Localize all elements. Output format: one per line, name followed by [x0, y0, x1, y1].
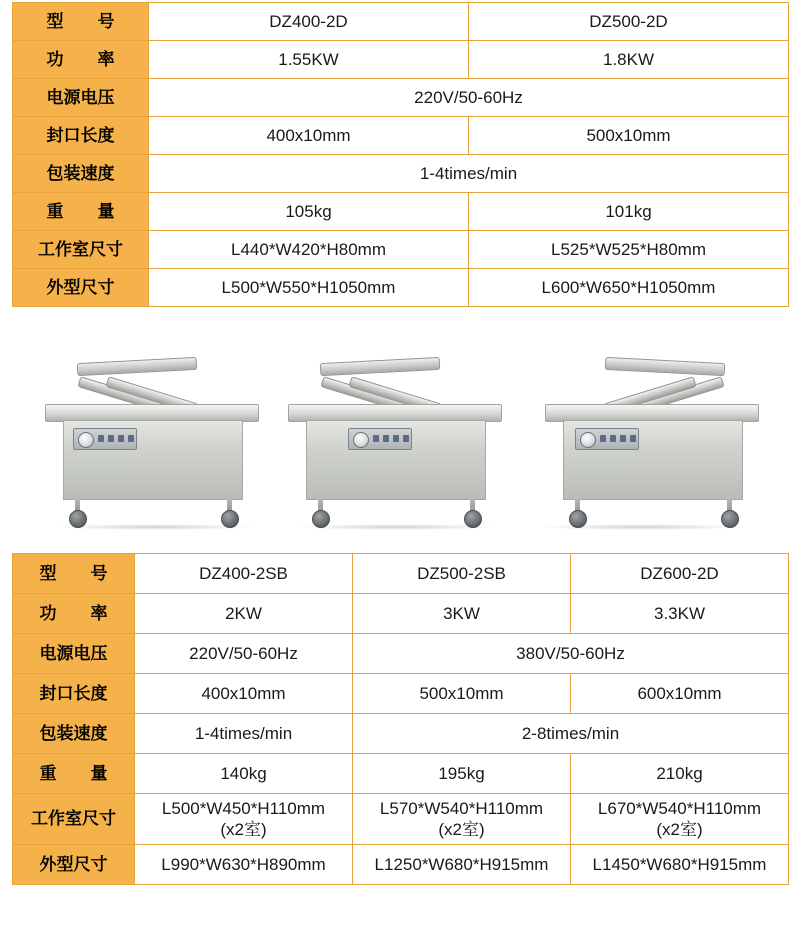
- pressure-gauge-icon: [78, 432, 94, 448]
- panel-button-2: [383, 435, 389, 442]
- cell-value: 2KW: [225, 603, 262, 623]
- table-row: [13, 117, 789, 155]
- cell-value: L570*W540*H110mm: [379, 798, 544, 818]
- table-cell: [353, 845, 571, 885]
- cell-value: 1-4times/min: [419, 163, 518, 183]
- cell-value: L990*W630*H890mm: [161, 854, 326, 874]
- cell-value: 2-8times/min: [521, 723, 620, 743]
- table-row: [13, 845, 789, 885]
- table-cell: [353, 554, 571, 594]
- cell-value: L1450*W680*H915mm: [592, 854, 767, 874]
- table-cell: [135, 754, 353, 794]
- table-cell: [353, 634, 789, 674]
- cell-subvalue: (x2室): [438, 820, 485, 839]
- table-cell: [135, 634, 353, 674]
- control-panel: [575, 428, 639, 450]
- cell-value: DZ500-2D: [589, 11, 668, 31]
- panel-button-3: [620, 435, 626, 442]
- cell-value: 195kg: [438, 763, 485, 783]
- table-row: [13, 674, 789, 714]
- cell-value: 140kg: [220, 763, 267, 783]
- control-panel: [348, 428, 412, 450]
- panel-button-2: [108, 435, 114, 442]
- table-cell: [149, 79, 789, 117]
- specifications-table-2d: [12, 2, 789, 307]
- table-cell: [135, 714, 353, 754]
- table-row: [13, 269, 789, 307]
- vacuum-packing-machine-dz500: [288, 342, 513, 532]
- table-cell: [469, 193, 789, 231]
- table-cell: [571, 794, 789, 845]
- row-label: 包装速度: [13, 155, 149, 193]
- cell-value: 600x10mm: [637, 683, 722, 703]
- row-label: 封口长度: [13, 117, 149, 155]
- table-cell: [353, 754, 571, 794]
- panel-button-4: [128, 435, 134, 442]
- panel-button-4: [630, 435, 636, 442]
- panel-button-1: [98, 435, 104, 442]
- cell-value: 400x10mm: [201, 683, 286, 703]
- cell-value: L440*W420*H80mm: [231, 239, 386, 259]
- row-label: 功 率: [13, 41, 149, 79]
- specifications-table-2sb: [12, 553, 789, 885]
- table-cell: [135, 674, 353, 714]
- cell-value: DZ400-2D: [269, 11, 348, 31]
- table-bottom-body: [13, 554, 789, 885]
- table-cell: [135, 594, 353, 634]
- row-label: 型 号: [13, 3, 149, 41]
- machine-lid: [604, 357, 725, 376]
- cell-value: L500*W550*H1050mm: [221, 277, 396, 297]
- row-label: 重 量: [13, 193, 149, 231]
- table-row: [13, 594, 789, 634]
- row-label: 功 率: [13, 594, 135, 634]
- table-cell: [353, 674, 571, 714]
- cell-value: L525*W525*H80mm: [551, 239, 706, 259]
- cell-value: L600*W650*H1050mm: [541, 277, 716, 297]
- machine-image-row: [0, 332, 800, 532]
- row-label: 外型尺寸: [13, 269, 149, 307]
- machine-shadow: [541, 524, 741, 530]
- table-row: [13, 193, 789, 231]
- panel-button-3: [118, 435, 124, 442]
- vacuum-packing-machine-dz600: [531, 342, 756, 532]
- table-cell: [571, 594, 789, 634]
- cell-value: 3.3KW: [653, 603, 706, 623]
- control-panel: [73, 428, 137, 450]
- machine-lid-arm: [310, 360, 460, 402]
- panel-button-1: [373, 435, 379, 442]
- table-cell: [469, 41, 789, 79]
- pressure-gauge-icon: [353, 432, 369, 448]
- row-label: 电源电压: [13, 634, 135, 674]
- table-cell: [469, 117, 789, 155]
- machine-shadow: [298, 524, 498, 530]
- table-cell: [571, 674, 789, 714]
- panel-button-3: [393, 435, 399, 442]
- row-label: 型 号: [13, 554, 135, 594]
- row-label: 电源电压: [13, 79, 149, 117]
- cell-value: 101kg: [605, 201, 652, 221]
- table-row: [13, 3, 789, 41]
- cell-value: 220V/50-60Hz: [189, 643, 298, 663]
- machine-shadow: [55, 524, 255, 530]
- table-cell: [469, 269, 789, 307]
- row-label: 封口长度: [13, 674, 135, 714]
- table-cell: [135, 845, 353, 885]
- table-cell: [149, 3, 469, 41]
- table-row: [13, 714, 789, 754]
- machine-lid: [76, 357, 197, 376]
- cell-value: 220V/50-60Hz: [414, 87, 523, 107]
- table-row: [13, 155, 789, 193]
- table-row: [13, 41, 789, 79]
- table-cell: [353, 794, 571, 845]
- table-cell: [135, 554, 353, 594]
- cell-value: L670*W540*H110mm: [597, 798, 762, 818]
- cell-value: L500*W450*H110mm: [161, 798, 326, 818]
- table-cell: [135, 794, 353, 845]
- cell-value: 1.55KW: [278, 49, 339, 69]
- machine-lid-arm: [67, 360, 217, 402]
- cell-value: 1.8KW: [602, 49, 655, 69]
- table-row: [13, 794, 789, 845]
- row-label: 重 量: [13, 754, 135, 794]
- panel-button-2: [610, 435, 616, 442]
- cell-value: 105kg: [285, 201, 332, 221]
- table-cell: [149, 155, 789, 193]
- table-cell: [469, 3, 789, 41]
- table-row: [13, 79, 789, 117]
- table-row: [13, 754, 789, 794]
- cell-value: DZ600-2D: [640, 563, 719, 583]
- cell-subvalue: (x2室): [656, 820, 703, 839]
- table-cell: [353, 594, 571, 634]
- table-top-body: [13, 3, 789, 307]
- panel-button-1: [600, 435, 606, 442]
- machine-lid-arm: [585, 360, 735, 402]
- cell-value: 500x10mm: [419, 683, 504, 703]
- row-label: 包装速度: [13, 714, 135, 754]
- cell-value: 500x10mm: [586, 125, 671, 145]
- cell-value: DZ500-2SB: [417, 563, 506, 583]
- table-row: [13, 231, 789, 269]
- row-label: 工作室尺寸: [13, 794, 135, 845]
- cell-value: 400x10mm: [266, 125, 351, 145]
- cell-value: L1250*W680*H915mm: [374, 854, 549, 874]
- table-cell: [571, 845, 789, 885]
- table-row: [13, 634, 789, 674]
- table-cell: [149, 269, 469, 307]
- table-cell: [149, 41, 469, 79]
- row-label: 外型尺寸: [13, 845, 135, 885]
- cell-value: 1-4times/min: [194, 723, 293, 743]
- table-cell: [149, 231, 469, 269]
- table-cell: [149, 117, 469, 155]
- table-cell: [353, 714, 789, 754]
- panel-button-4: [403, 435, 409, 442]
- cell-value: 3KW: [443, 603, 480, 623]
- row-label: 工作室尺寸: [13, 231, 149, 269]
- table-cell: [571, 754, 789, 794]
- vacuum-packing-machine-dz400: [45, 342, 270, 532]
- table-cell: [149, 193, 469, 231]
- pressure-gauge-icon: [580, 432, 596, 448]
- cell-subvalue: (x2室): [220, 820, 267, 839]
- cell-value: DZ400-2SB: [199, 563, 288, 583]
- table-cell: [571, 554, 789, 594]
- machine-lid: [319, 357, 440, 376]
- cell-value: 380V/50-60Hz: [516, 643, 625, 663]
- cell-value: 210kg: [656, 763, 703, 783]
- table-cell: [469, 231, 789, 269]
- table-row: [13, 554, 789, 594]
